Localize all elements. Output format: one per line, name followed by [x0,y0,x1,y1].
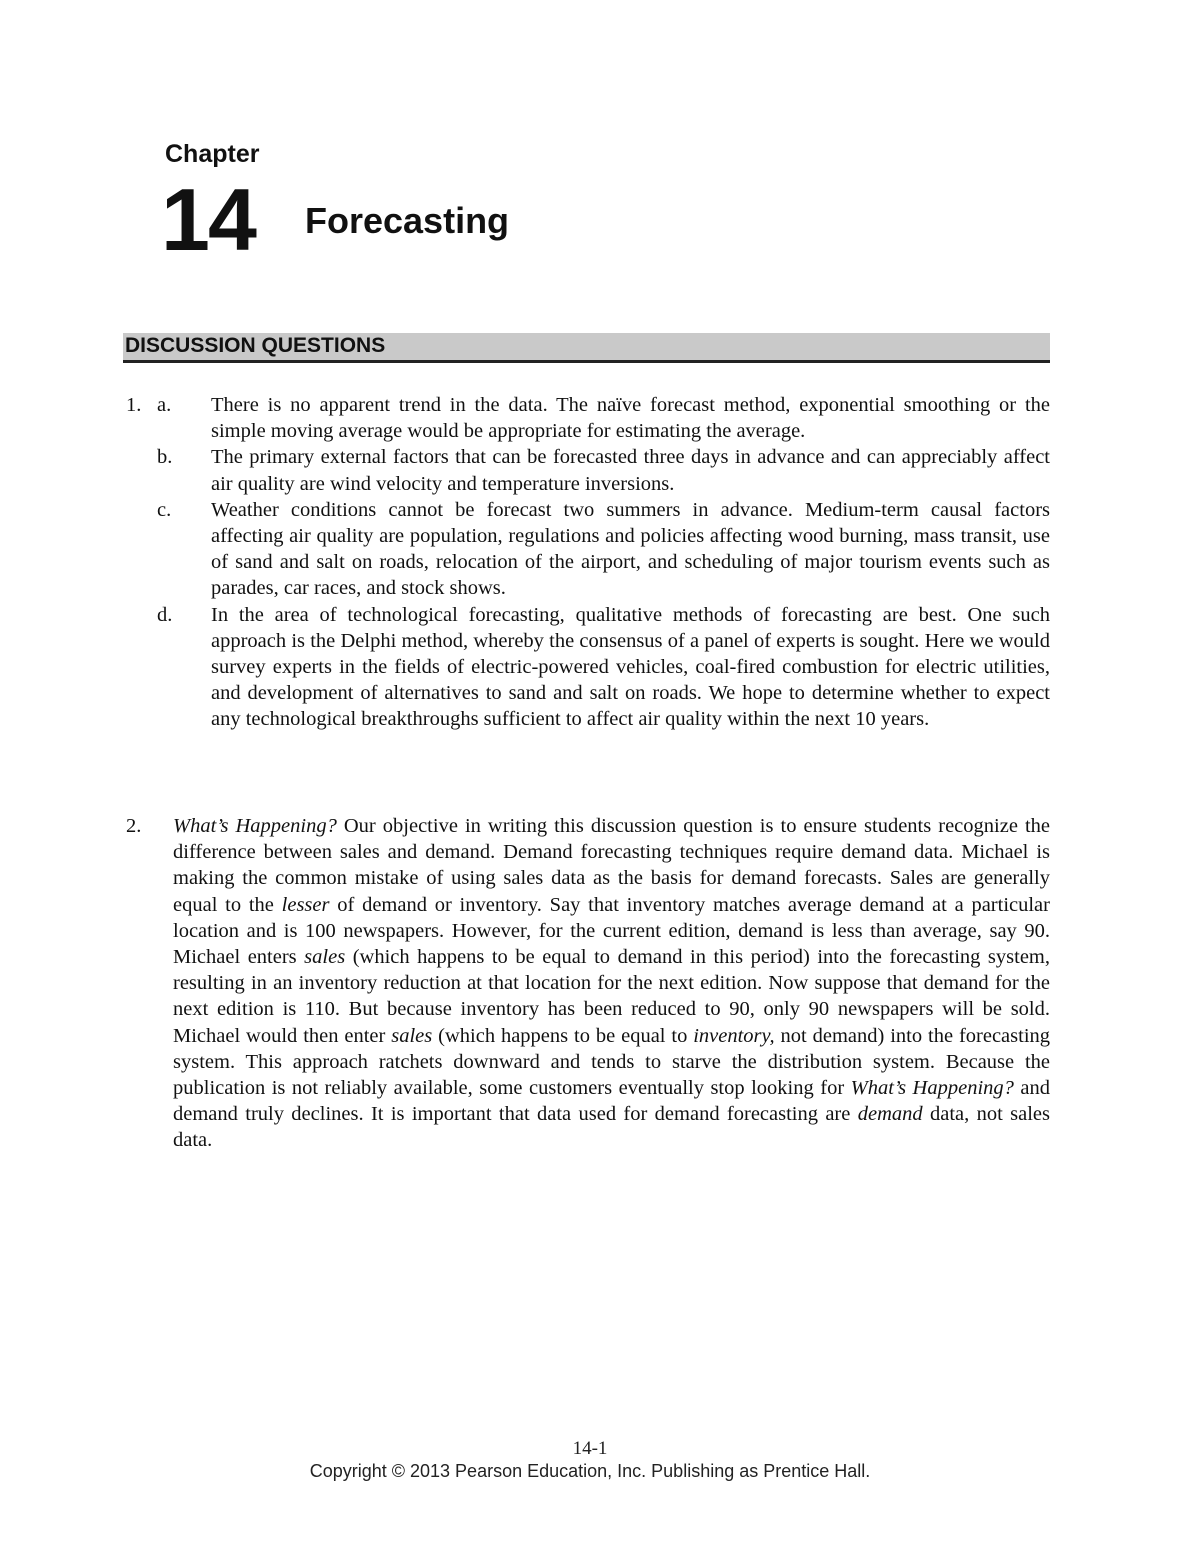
answer-text-run: not demand) into the forecasting system. This approach ratchets downward and tends to starve the distribution system. Because the publication is not reliably available, some customers eventually stop looking for [173,1024,1051,1100]
question-number: 2. [126,815,142,837]
question-item [123,392,1050,444]
item-text: Weather conditions cannot be forecast two summers in advance. Medium-term causal factors affecting air quality are population, regulations and policies affecting wood burning, mass transit, use of sand and salt on roads, relocation of the airport, and scheduling of major tourism events such as parades, car races, and stock shows. [211,498,1050,600]
item-letter: d. [157,603,173,626]
item-text: There is no apparent trend in the data. The naïve forecast method, exponential smoothing or the simple moving average would be appropriate for estimating the average. [211,394,1050,443]
italic-term: inventory, [693,1024,775,1047]
copyright-notice: Copyright © 2013 Pearson Education, Inc. Publishing as Prentice Hall. [309,1461,871,1481]
answer-text-run: (which happens to be equal to demand in this period) into the forecasting system, resulting in an inventory reduction at that location for the next edition. Now suppose that demand for the next edition is 110. But because inventory has been reduced to 90, only 90 newspapers will be sold. Michael would then enter [173,946,1050,1047]
chapter-title: Forecasting [305,200,510,241]
chapter-number: 14 [161,170,255,269]
item-text: In the area of technological forecasting, qualitative methods of forecasting are best. One such approach is the Delphi method, whereby the consensus of a panel of experts is sought. Here we would survey experts in the fields of electric-powered vehicles, coal-fired combustion for electric utilities, and development of alternatives to sand and salt on roads. We hope to determine whether to expect any technological breakthroughs sufficient to affect air quality within the next 10 years. [211,603,1050,731]
question-item [123,444,1050,496]
question-item [123,497,1050,602]
italic-term: What’s Happening? [173,815,337,837]
italic-term: demand [857,1103,923,1126]
item-letter: b. [157,446,173,469]
item-text: The primary external factors that can be forecasted three days in advance and can appreciably affect air quality are wind velocity and temperature inversions. [211,446,1050,495]
question-1 [123,392,1050,733]
answer-text-run: and demand truly declines. It is important that data used for demand forecasting are [173,1077,1051,1126]
italic-term: sales [304,946,346,969]
question-item [123,602,1050,733]
item-letter: c. [157,498,172,521]
chapter-label: Chapter [165,140,260,168]
section-header-bar [123,333,1050,363]
italic-term: lesser [281,893,330,916]
italic-term: sales [391,1024,433,1047]
page-number: 14-1 [572,1438,608,1459]
section-heading: DISCUSSION QUESTIONS [125,334,386,357]
question-number: 1. [126,394,142,416]
answer-text-run: (which happens to be equal to [432,1024,694,1047]
italic-term: What’s Happening? [850,1077,1014,1100]
answer-paragraph [173,813,1050,1154]
answer-text-run: of demand or inventory. Say that inventory matches average demand at a particular location and is 100 newspapers. However, for the current edition, demand is less than average, say 90. Michael enters [173,893,1050,969]
answer-text-run: data, not sales data. [173,1103,1050,1152]
item-letter: a. [157,394,172,416]
question-2 [123,813,1050,1154]
answer-text-run: Our objective in writing this discussion question is to ensure students recognize the difference between sales and demand. Demand forecasting techniques require demand data. Michael is making the common mistake of using sales data as the basis for demand forecasts. Sales are generally equal to the [173,815,1050,916]
